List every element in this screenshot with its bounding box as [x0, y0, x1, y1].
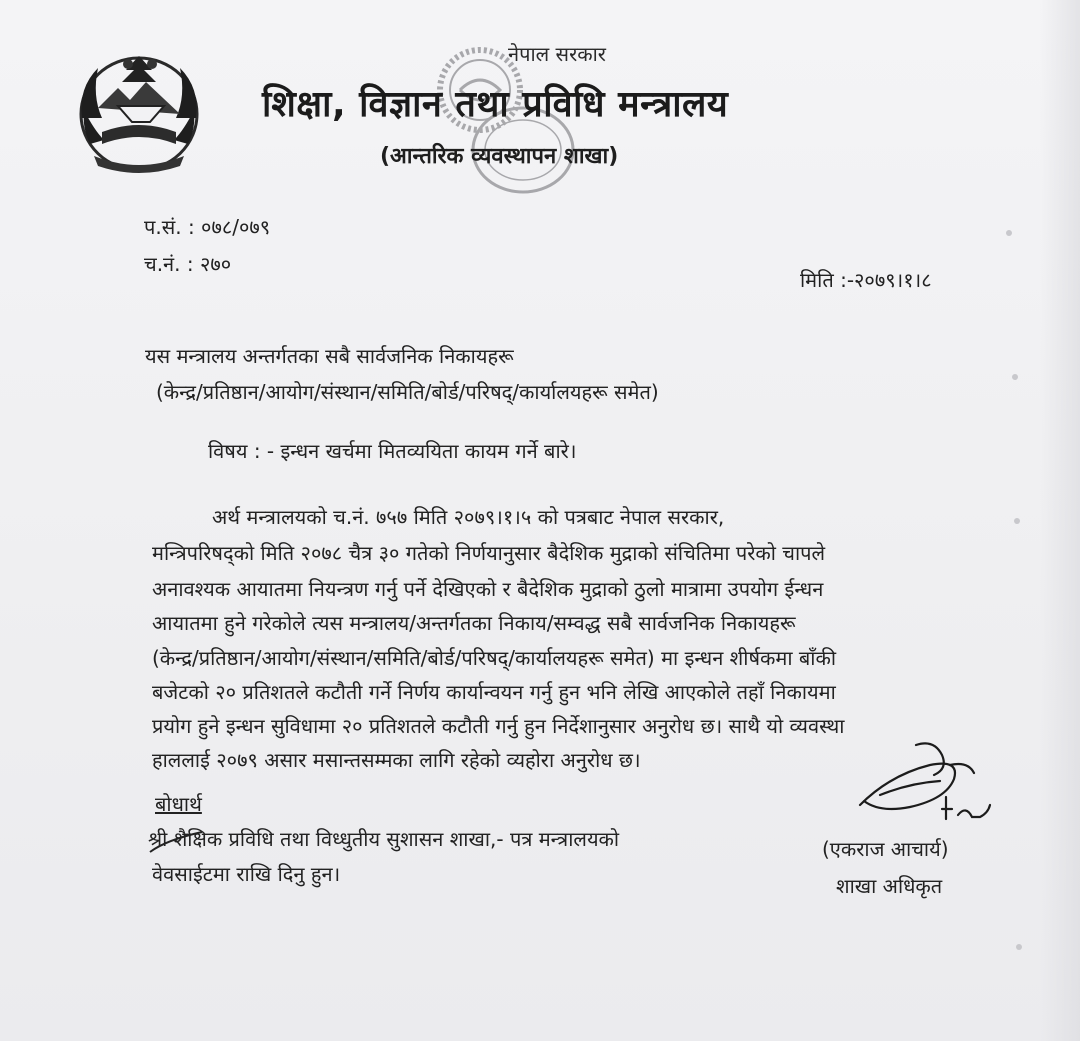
- body-line: अर्थ मन्त्रालयको च.नं. ७५७ मिति २०७९।१।५ को पत्रबाट नेपाल सरकार,: [212, 505, 725, 529]
- body-line: आयातमा हुने गरेकोले त्यस मन्त्रालय/अन्तर्गतका निकाय/सम्वद्ध सबै सार्वजनिक निकायहरू: [152, 611, 796, 635]
- handwritten-underline: [146, 826, 206, 856]
- fyi-heading: बोधार्थ: [155, 792, 202, 816]
- letter-date: मिति :-२०७९।१।८: [800, 268, 932, 292]
- paper-speck: [1016, 944, 1022, 950]
- paper-speck: [1014, 518, 1020, 524]
- fyi-recipient-line-2: वेवसाईटमा राखि दिनु हुन।: [152, 862, 341, 886]
- body-line: (केन्द्र/प्रतिष्ठान/आयोग/संस्थान/समिति/बोर्ड/परिषद्/कार्यालयहरू समेत) मा इन्धन शीर्षकमा बाँकी: [152, 646, 837, 670]
- fyi-recipient-line-1: श्री शैक्षिक प्रविधि तथा विध्धुतीय सुशासन शाखा,- पत्र मन्त्रालयको: [148, 827, 620, 851]
- handwritten-signature: [850, 735, 1000, 835]
- paper-speck: [1006, 230, 1012, 236]
- signatory-name: (एकराज आचार्य): [822, 837, 949, 861]
- addressee-line-1: यस मन्त्रालय अन्तर्गतका सबै सार्वजनिक निकायहरू: [145, 344, 514, 368]
- signatory-title: शाखा अधिकृत: [836, 874, 943, 898]
- nepal-emblem-icon: [68, 48, 210, 180]
- addressee-line-2: (केन्द्र/प्रतिष्ठान/आयोग/संस्थान/समिति/बोर्ड/परिषद्/कार्यालयहरू समेत): [156, 380, 659, 404]
- body-line: हाललाई २०७९ असार मसान्तसम्मका लागि रहेको व्यहोरा अनुरोध छ।: [152, 748, 641, 772]
- body-line: प्रयोग हुने इन्धन सुविधामा २० प्रतिशतले कटौती गर्नु हुन निर्देशानुसार अनुरोध छ। साथै यो व्यवस्था: [152, 714, 845, 738]
- ministry-title: शिक्षा, विज्ञान तथा प्रविधि मन्त्रालय: [262, 84, 729, 125]
- dispatch-number: च.नं. : २७०: [144, 252, 232, 276]
- subject-line: विषय : - इन्धन खर्चमा मितव्ययिता कायम गर्ने बारे।: [208, 439, 577, 463]
- paper-speck: [1012, 374, 1018, 380]
- body-line: मन्त्रिपरिषद्को मिति २०७८ चैत्र ३० गतेको निर्णयानुसार बैदेशिक मुद्राको संचितिमा परेको चापले: [152, 541, 826, 565]
- letter-number: प.सं. : ०७८/०७९: [144, 215, 271, 239]
- body-line: अनावश्यक आयातमा नियन्त्रण गर्नु पर्ने देखिएको र बैदेशिक मुद्राको ठुलो मात्रामा उपयोग ईन्धन: [152, 577, 824, 601]
- body-line: बजेटको २० प्रतिशतले कटौती गर्ने निर्णय कार्यान्वयन गर्नु हुन भनि लेखि आएकोले तहाँ निकायमा: [152, 680, 836, 704]
- government-name: नेपाल सरकार: [508, 42, 606, 66]
- branch-name: (आन्तरिक व्यवस्थापन शाखा): [380, 144, 619, 169]
